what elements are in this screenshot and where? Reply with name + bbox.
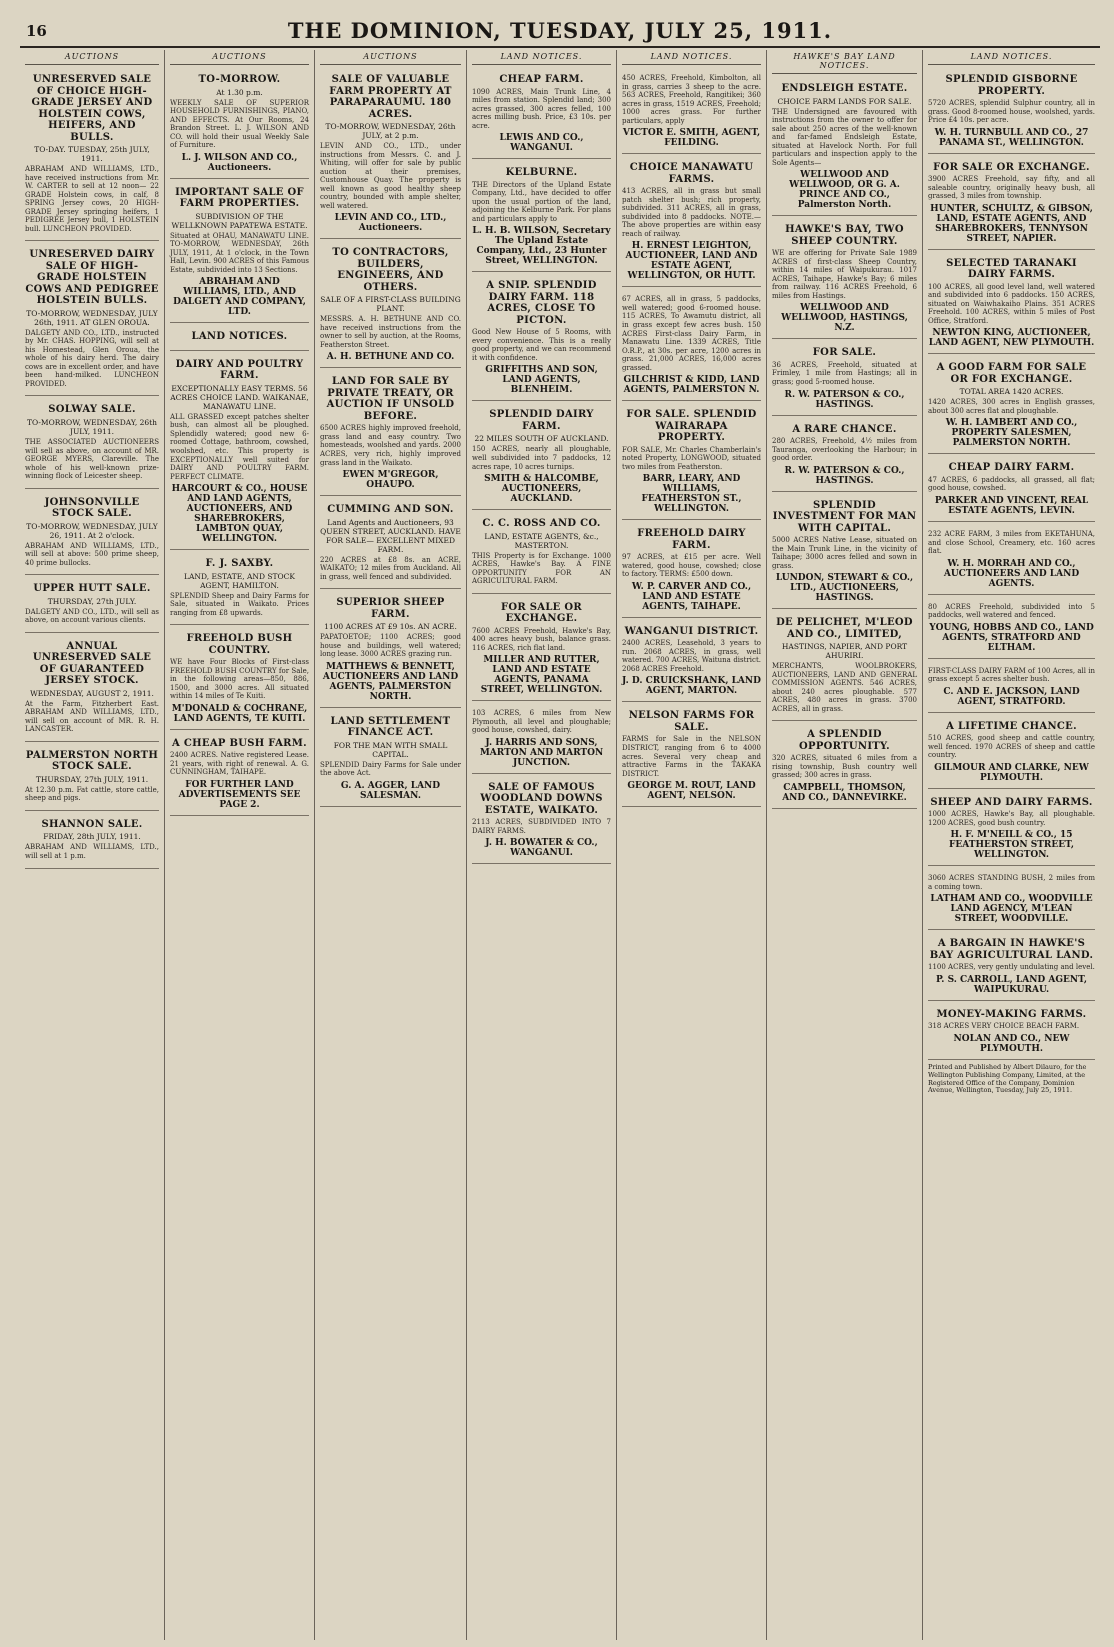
advertisement — [622, 404, 761, 520]
ad-signature: G. A. AGGER, LAND SALESMAN. — [340, 780, 441, 801]
ad-body: 510 ACRES, good sheep and cattle country, well fenced. 1970 ACRES of sheep and cattle country. — [928, 734, 1095, 760]
ad-signature: GILCHRIST & KIDD, LAND AGENTS, PALMERSTON N. — [623, 375, 760, 396]
ad-body: 67 ACRES, all in grass, 5 paddocks, well watered; good 6-roomed house. 115 ACRES, To Awamutu district, all in grass except few acres bush. 150 ACRES First-class Dairy Farm, in Manawatu Line. 1339 ACRES, Title O.R.P., at 30s. per acre, 1200 acres in grass. 21,000 ACRES, 16,000 acres grassed. — [622, 295, 761, 372]
ad-title: SPLENDID DAIRY FARM. — [489, 409, 594, 432]
ad-title: A SPLENDID OPPORTUNITY. — [799, 729, 890, 752]
ad-signature: C. AND E. JACKSON, LAND AGENT, STRATFORD. — [943, 686, 1080, 707]
ad-signature: P. S. CARROLL, LAND AGENT, WAIPUKURAU. — [936, 974, 1087, 995]
ad-body: 1420 ACRES, 300 acres in English grasses, about 300 acres flat and ploughable. — [928, 398, 1095, 415]
ad-body: 7600 ACRES Freehold, Hawke's Bay, 400 acres heavy bush, balance grass. 116 ACRES, rich flat land. — [472, 626, 611, 652]
column-4 — [467, 50, 617, 1640]
ad-subtitle: FOR THE MAN WITH SMALL CAPITAL. — [333, 740, 448, 759]
ad-signature: GEORGE M. ROUT, LAND AGENT, NELSON. — [627, 781, 756, 802]
ad-body: 1090 ACRES, Main Trunk Line, 4 miles from station. Splendid land; 300 acres grassed, 300 acres felled, 100 acres milling bush. Price, £3 10s. per acre. — [472, 87, 611, 130]
ad-signature: LEVIN AND CO., LTD., Auctioneers. — [334, 213, 447, 234]
ad-body: 232 ACRE FARM, 3 miles from EKETAHUNA, and close School, Creamery, etc. 160 acres flat. — [928, 529, 1095, 556]
ad-title: TO-MORROW. — [198, 74, 281, 85]
ad-subtitle: EXCEPTIONALLY EASY TERMS. 56 ACRES CHOICE LAND. WAIKANAE, MANAWATU LINE. — [170, 383, 309, 411]
ad-subtitle: TO-MORROW, WEDNESDAY, 26th JULY, at 2 p.m. — [325, 122, 456, 140]
ad-signature: J. H. BOWATER & CO., WANGANUI. — [485, 838, 598, 859]
ad-body: 2400 ACRES, Leasehold, 3 years to run. 2068 ACRES, in grass, well watered. 700 ACRES, Waituna district. 2068 ACRES Freehold. — [622, 639, 761, 673]
ad-body: LEVIN AND CO., LTD., under instructions from Messrs. C. and J. Whiting, will offer for sale by public auction at their premises, Customhouse Quay. The property is well known as good healthy sheep country, bounded with ample shelter, well watered. — [320, 142, 461, 210]
ad-title: DAIRY AND POULTRY FARM. — [175, 358, 304, 382]
advertisement — [25, 69, 159, 241]
ad-subtitle: TO-MORROW, WEDNESDAY, JULY 26th, 1911. AT GLEN OROUA. — [26, 308, 158, 327]
advertisement — [928, 157, 1095, 250]
advertisement — [170, 354, 309, 550]
ad-body: ALL GRASSED except patches shelter bush, can almost all be ploughed. Splendidly watered; good new 6-roomed Cottage, bathroom, cowshed, woolshed, etc. This property is EXCEPTIONALLY well suited for DAIRY AND POULTRY FARM. PERFECT CLIMATE. — [170, 412, 309, 481]
ad-signature: MATTHEWS & BENNETT, AUCTIONEERS AND LAND AGENTS, PALMERSTON NORTH. — [322, 661, 459, 702]
ad-title: UNRESERVED SALE OF CHOICE HIGH-GRADE JERSEY AND HOLSTEIN COWS, HEIFERS, AND BULLS. — [31, 74, 153, 143]
ad-signature: W. H. LAMBERT AND CO., PROPERTY SALESMEN, PALMERSTON NORTH. — [945, 418, 1078, 449]
ad-subtitle: FRIDAY, 28th JULY, 1911. — [43, 832, 141, 842]
ad-signature: W. H. TURNBULL AND CO., 27 PANAMA ST., WELLINGTON. — [934, 127, 1089, 148]
ad-title: SHEEP AND DAIRY FARMS. — [930, 796, 1093, 808]
ad-title: LAND SETTLEMENT FINANCE ACT. — [330, 715, 451, 739]
ad-title: IMPORTANT SALE OF FARM PROPERTIES. — [175, 186, 304, 210]
ad-body: SPLENDID Sheep and Dairy Farms for Sale, situated in Waikato. Prices ranging from £8 upwards. — [170, 591, 309, 617]
newspaper-title: THE DOMINION, TUESDAY, JULY 25, 1911. — [287, 18, 833, 43]
column-2 — [165, 50, 315, 1640]
ad-body: 413 ACRES, all in grass but small patch shelter bush; rich property, subdivided. 311 ACRES, all in grass, subdivided into 8 paddocks. NOTE.—The above properties are within easy reach of railway. — [622, 187, 761, 238]
advertisement — [320, 242, 461, 368]
ad-title: FOR SALE. — [812, 347, 877, 359]
advertisement — [772, 724, 917, 809]
ad-body: 6500 ACRES highly improved freehold, grass land and easy country. Two homesteads, woolshed and yards. 2000 ACRES, very rich, highly improved grass land in the Waikato. — [320, 424, 461, 467]
ad-subtitle: SALE OF A FIRST-CLASS BUILDING PLANT. — [320, 295, 461, 314]
advertisement — [170, 182, 309, 324]
advertisement — [928, 716, 1095, 789]
advertisement — [928, 933, 1095, 1001]
ad-body: Good New House of 5 Rooms, with every convenience. This is a really good property, and we can recommend it with confidence. — [472, 328, 611, 362]
ad-title: SUPERIOR SHEEP FARM. — [336, 597, 445, 620]
column-heading: LAND NOTICES. — [622, 50, 761, 65]
ad-title: CHEAP FARM. — [499, 74, 584, 85]
advertisement — [25, 636, 159, 742]
ad-body: THIS Property is for Exchange. 1000 ACRES, Hawke's Bay. A FINE OPPORTUNITY FOR AN AGRICULTURAL FARM. — [472, 551, 611, 586]
ad-body: 320 ACRES, situated 6 miles from a rising township, Bush country well grassed; 300 acres in grass. — [772, 754, 917, 780]
ad-signature: HARCOURT & CO., HOUSE AND LAND AGENTS, AUCTIONEERS, AND SHAREBROKERS, LAMBTON QUAY, WELLINGTON. — [171, 484, 308, 545]
ad-title: NELSON FARMS FOR SALE. — [628, 710, 755, 733]
ad-signature: ABRAHAM AND WILLIAMS, LTD., AND DALGETY AND COMPANY, LTD. — [173, 277, 306, 318]
advertisement — [928, 662, 1095, 713]
ad-signature: MILLER AND RUTTER, LAND AND ESTATE AGENTS, PANAMA STREET, WELLINGTON. — [480, 655, 603, 696]
ad-subtitle: TO-MORROW, WEDNESDAY, JULY 26, 1911. At 2 o'clock. — [26, 521, 158, 540]
ad-body: 3900 ACRES Freehold, say fifty, and all saleable country, originally heavy bush, all grassed, 3 miles from township. — [928, 175, 1095, 201]
ad-body: WE are offering for Private Sale 1989 ACRES of first-class Sheep Country, within 14 miles of Waipukurau. 1017 ACRES, Taihape, Hawke's Bay; 6 miles from railway. 116 ACRES Freehold, 6 miles from Hastings. — [772, 249, 917, 300]
ad-title: CHEAP DAIRY FARM. — [948, 462, 1075, 474]
advertisement — [320, 499, 461, 589]
ad-subtitle: LAND, ESTATE AGENTS, &c., MASTERTON. — [484, 531, 599, 550]
ad-title: FREEHOLD DAIRY FARM. — [637, 528, 746, 551]
ad-title: MONEY-MAKING FARMS. — [936, 1008, 1087, 1020]
ad-signature: PARKER AND VINCENT, REAL ESTATE AGENTS, LEVIN. — [934, 495, 1089, 516]
ad-body: DALGETY AND CO., LTD., instructed by Mr. CHAS. HOPPING, will sell at his Homestead, Glen Oroua, the whole of his dairy herd. The dairy cows are in excellent order, and have been hand-milked. LUNCHEON PROVIDED. — [25, 328, 159, 388]
ad-title: PALMERSTON NORTH STOCK SALE. — [25, 749, 159, 773]
ad-body: 3060 ACRES STANDING BUSH, 2 miles from a coming town. — [928, 874, 1095, 891]
ad-body: 220 ACRES at £8 8s. an ACRE, WAIKATO; 12 miles from Auckland. All in grass, well fenced and subdivided. — [320, 555, 461, 581]
ad-signature: J. HARRIS AND SONS, MARTON AND MARTON JUNCTION. — [479, 737, 604, 768]
ad-signature: W. P. CARVER AND CO., LAND AND ESTATE AGENTS, TAIHAPE. — [631, 581, 752, 612]
ad-title: ANNUAL UNRESERVED SALE OF GUARANTEED JERSEY STOCK. — [32, 640, 152, 687]
advertisement — [928, 792, 1095, 867]
ad-title: DE PELICHET, M'LEOD AND CO., LIMITED, — [776, 617, 913, 640]
page-number: 16 — [26, 22, 47, 40]
ad-signature: YOUNG, HOBBS AND CO., LAND AGENTS, STRATFORD AND ELTHAM. — [929, 622, 1094, 653]
ad-body: 5720 ACRES, splendid Sulphur country, all in grass. Good 8-roomed house, woolshed, yards. Price £4 10s. per acre. — [928, 99, 1095, 125]
advertisement — [170, 733, 309, 816]
ad-body: ABRAHAM AND WILLIAMS, LTD., have received instructions from Mr. W. CARTER to sell at 12 noon— 22 GRADE Holstein cows, in calf, 8 SPRING Jersey cows, 20 HIGH-GRADE Jersey springing heifers, 1 PEDIGREE Jersey bull, 1 HOLSTEIN bull. LUNCHEON PROVIDED. — [25, 165, 159, 233]
ad-signature: GILMOUR AND CLARKE, NEW PLYMOUTH. — [934, 762, 1089, 783]
ad-body: 2113 ACRES, SUBDIVIDED INTO 7 DAIRY FARMS. — [472, 818, 611, 835]
advertisement — [320, 371, 461, 496]
ad-body: 80 ACRES Freehold, subdivided into 5 paddocks, well watered and fenced. — [928, 602, 1095, 620]
ad-subtitle: TO-DAY. TUESDAY, 25th JULY, 1911. — [34, 145, 150, 163]
ad-signature: FOR FURTHER LAND ADVERTISEMENTS SEE PAGE 2. — [178, 779, 301, 810]
advertisement — [25, 492, 159, 576]
column-6 — [767, 50, 923, 1640]
advertisement — [472, 704, 611, 774]
ad-subtitle: TO-MORROW, WEDNESDAY, 26th JULY, 1911. — [26, 417, 158, 436]
ad-title: SALE OF FAMOUS WOODLAND DOWNS ESTATE, WAIKATO. — [480, 781, 603, 816]
ad-title: SPLENDID GISBORNE PROPERTY. — [945, 74, 1078, 97]
ad-title: SOLWAY SALE. — [48, 404, 136, 416]
ad-signature: W. H. MORRAH AND CO., AUCTIONEERS AND LAND AGENTS. — [943, 558, 1080, 589]
ad-subtitle: WEDNESDAY, AUGUST 2, 1911. — [30, 688, 154, 698]
ad-subtitle: CHOICE FARM LANDS FOR SALE. — [777, 96, 912, 106]
ad-title: LAND NOTICES. — [191, 331, 288, 343]
ad-subtitle: HASTINGS, NAPIER, AND PORT AHURIRI. — [781, 642, 908, 661]
ad-signature: J. D. CRUICKSHANK, LAND AGENT, MARTON. — [622, 676, 761, 697]
advertisement — [622, 621, 761, 703]
ad-body: THE ASSOCIATED AUCTIONEERS will sell as above, on account of MR. GEORGE MYERS, Clareville. The whole of his well-known prize-winning flock of Leicester sheep. — [25, 437, 159, 481]
ad-title: UPPER HUTT SALE. — [33, 583, 151, 595]
ad-title: A GOOD FARM FOR SALE OR FOR EXCHANGE. — [936, 362, 1087, 385]
ad-signature: WELLWOOD AND WELLWOOD, OR G. A. PRINCE AND CO., Palmerston North. — [789, 170, 900, 211]
ad-body: At the Farm, Fitzherbert East. ABRAHAM AND WILLIAMS, LTD., will sell on account of MR. R. H. LANCASTER. — [25, 699, 159, 734]
ad-title: UNRESERVED DAIRY SALE OF HIGH-GRADE HOLSTEIN COWS AND PEDIGREE HOLSTEIN BULLS. — [25, 249, 159, 307]
ad-subtitle: 22 MILES SOUTH OF AUCKLAND. — [474, 434, 609, 444]
ad-subtitle: TOTAL AREA 1420 ACRES. — [959, 387, 1064, 397]
ad-signature: L. H. B. WILSON, Secretary The Upland Estate Company, Ltd., 23 Hunter Street, WELLINGTON. — [472, 226, 611, 267]
ad-body: 5000 ACRES Native Lease, situated on the Main Trunk Line, in the vicinity of Taihape; 3000 acres felled and sown in grass. — [772, 536, 917, 570]
column-heading: LAND NOTICES. — [928, 50, 1095, 65]
advertisement — [772, 612, 917, 721]
ad-body: 150 ACRES, nearly all ploughable, well subdivided into 7 paddocks, 12 acres rape, 10 acres turnips. — [472, 445, 611, 471]
ad-signature: H. ERNEST LEIGHTON, AUCTIONEER, LAND AND ESTATE AGENT, WELLINGTON, OR HUTT. — [625, 241, 758, 282]
ad-title: JOHNSONVILLE STOCK SALE. — [44, 496, 140, 520]
ad-title: A SNIP. SPLENDID DAIRY FARM. 118 ACRES, CLOSE TO PICTON. — [486, 280, 597, 326]
columns-container — [20, 50, 1100, 1640]
ad-signature: R. W. PATERSON & CO., HASTINGS. — [784, 465, 905, 486]
advertisement — [928, 253, 1095, 355]
ad-signature: HUNTER, SCHULTZ, & GIBSON, LAND, ESTATE AGENTS, AND SHAREBROKERS, TENNYSON STREET, NAPIER. — [930, 203, 1093, 244]
advertisement — [170, 326, 309, 351]
ad-body: PAPATOETOE; 1100 ACRES; good house and buildings, well watered; long lease. 3000 ACRES grazing run. — [320, 633, 461, 659]
ad-body: WEEKLY SALE OF SUPERIOR HOUSEHOLD FURNISHINGS, PIANO, AND EFFECTS. At Our Rooms, 24 Brandon Street. L. J. WILSON AND CO. will hold their usual Weekly Sale of Furniture. — [170, 98, 309, 150]
ad-body: 280 ACRES, Freehold, 4½ miles from Tauranga, overlooking the Harbour; in good order. — [772, 437, 917, 463]
ad-body: FARMS for Sale in the NELSON DISTRICT, ranging from 6 to 4000 acres. Several very cheap and attractive Farms in the TAKAKA DISTRICT. — [622, 735, 761, 778]
ad-title: SHANNON SALE. — [41, 818, 143, 830]
ad-body: 100 ACRES, all good level land, well watered and subdivided into 6 paddocks. 150 ACRES, situated on Waiwhakaiho Plains. 351 ACRES Freehold. 100 ACRES, within 5 miles of Post Office, Stratford. — [928, 282, 1095, 325]
ad-body: 1100 ACRES, very gently undulating and level. — [928, 963, 1095, 972]
ad-body: FIRST-CLASS DAIRY FARM of 100 Acres, all in grass except 5 acres shelter bush. — [928, 666, 1095, 684]
advertisement — [320, 69, 461, 239]
advertisement — [472, 597, 611, 702]
ad-subtitle: THURSDAY, 27th JULY. — [47, 596, 137, 606]
ad-title: SELECTED TARANAKI DAIRY FARMS. — [946, 257, 1077, 281]
advertisement — [622, 157, 761, 287]
advertisement — [320, 592, 461, 708]
column-heading: HAWKE'S BAY LAND NOTICES. — [772, 50, 917, 74]
ad-body: MESSRS. A. H. BETHUNE AND CO. have received instructions from the owner to sell by auction, at the Rooms, Featherston Street. — [320, 315, 461, 349]
advertisement — [170, 69, 309, 179]
advertisement — [472, 162, 611, 272]
imprint-footer: Printed and Published by Albert Dilauro, for the Wellington Publishing Company, Limited, at the Registered Office of the Company, Dominion Avenue, Wellington, Tuesday, July 25, 1911. — [928, 1062, 1087, 1095]
column-heading: AUCTIONS — [320, 50, 461, 65]
ad-title: HAWKE'S BAY, TWO SHEEP COUNTRY. — [785, 224, 904, 247]
ad-title: A LIFETIME CHANCE. — [946, 720, 1077, 732]
ad-title: SPLENDID INVESTMENT FOR MAN WITH CAPITAL. — [772, 499, 917, 534]
ad-body: DALGETY AND CO., LTD., will sell as above, on account various clients. — [25, 607, 159, 625]
ad-signature: WELLWOOD AND WELLWOOD, HASTINGS, N.Z. — [781, 303, 908, 334]
advertisement — [772, 495, 917, 610]
ad-signature: CAMPBELL, THOMSON, AND CO., DANNEVIRKE. — [782, 783, 907, 803]
advertisement — [170, 553, 309, 625]
ad-signature: SMITH & HALCOMBE, AUCTIONEERS, AUCKLAND. — [484, 474, 599, 505]
ad-body: At 12.30 p.m. Fat cattle, store cattle, sheep and pigs. — [25, 785, 159, 803]
ad-body: SPLENDID Dairy Farms for Sale under the above Act. — [320, 760, 461, 778]
ad-title: CUMMING AND SON. — [327, 504, 454, 516]
ad-body: ABRAHAM AND WILLIAMS, LTD., will sell at above: 500 prime sheep, 40 prime bullocks. — [25, 541, 159, 567]
ad-title: KELBURNE. — [505, 167, 578, 179]
ad-title: LAND FOR SALE BY PRIVATE TREATY, OR AUCTION IF UNSOLD BEFORE. — [326, 376, 455, 422]
ad-title: A RARE CHANCE. — [792, 423, 897, 435]
ad-body: Situated at OHAU, MANAWATU LINE. TO-MORROW, WEDNESDAY, 26th JULY, 1911, At 1 o'clock, in the Town Hall, Levin. 900 ACRES of this Famous Estate, subdivided into 13 Sections. — [170, 231, 309, 274]
column-heading: AUCTIONS — [25, 50, 159, 65]
ad-signature: LATHAM AND CO., WOODVILLE LAND AGENCY, M'LEAN STREET, WOODVILLE. — [930, 894, 1093, 925]
ad-subtitle: THURSDAY, 27th JULY, 1911. — [35, 774, 149, 784]
ad-body: 450 ACRES, Freehold, Kimbolton, all in grass, carries 3 sheep to the acre. 563 ACRES, Freehold, Rangitikei; 360 acres in grass, 1519 ACRES, Freehold; 1000 acres grass. For further particulars, apply — [622, 74, 761, 125]
ad-signature: VICTOR E. SMITH, AGENT, FEILDING. — [622, 128, 761, 149]
advertisement — [472, 777, 611, 865]
advertisement — [25, 244, 159, 396]
masthead — [20, 18, 1100, 48]
advertisement — [928, 69, 1095, 154]
ad-title: FREEHOLD BUSH COUNTRY. — [186, 633, 293, 656]
ad-body: 2400 ACRES. Native registered Lease. 21 years, with right of renewal. A. G. CUNNINGHAM, TAIHAPE. — [170, 751, 309, 777]
ad-title: A CHEAP BUSH FARM. — [172, 737, 307, 749]
column-3 — [315, 50, 467, 1640]
ad-signature: BARR, LEARY, AND WILLIAMS, FEATHERSTON ST., WELLINGTON. — [641, 474, 742, 515]
ad-title: WANGANUI DISTRICT. — [624, 625, 759, 637]
ad-body: 1000 ACRES, Hawke's Bay, all ploughable. 1200 ACRES, good bush country. — [928, 810, 1095, 827]
ad-signature: EWEN M'GREGOR, OHAUPO. — [342, 470, 439, 491]
ad-body: THE Directors of the Upland Estate Company, Ltd., have decided to offer upon the usual portion of the land, adjoining the Kelburne Park. For plans and particulars apply to — [472, 180, 611, 223]
ad-subtitle: LAND, ESTATE, AND STOCK AGENT, HAMILTON. — [184, 571, 295, 590]
ad-signature: H. F. M'NEILL & CO., 15 FEATHERSTON STREET, WELLINGTON. — [949, 830, 1074, 861]
advertisement — [170, 628, 309, 730]
advertisement — [928, 357, 1095, 454]
advertisement — [472, 513, 611, 594]
ad-body: 103 ACRES, 6 miles from New Plymouth, all level and ploughable; good house, cowshed, dairy. — [472, 709, 611, 735]
advertisement — [928, 869, 1095, 930]
advertisement — [472, 404, 611, 510]
ad-title: FOR SALE OR EXCHANGE. — [500, 601, 583, 625]
ad-signature: LUNDON, STEWART & CO., LTD., AUCTIONEERS, HASTINGS. — [775, 573, 914, 604]
ad-body: ABRAHAM AND WILLIAMS, LTD., will sell at 1 p.m. — [25, 843, 159, 860]
ad-signature: LEWIS AND CO., WANGANUI. — [499, 133, 584, 154]
ad-title: F. J. SAXBY. — [205, 558, 274, 570]
ad-title: TO CONTRACTORS, BUILDERS, ENGINEERS, AND OTHERS. — [332, 247, 449, 293]
ad-signature: NOLAN AND CO., NEW PLYMOUTH. — [953, 1033, 1070, 1054]
ad-title: C. C. ROSS AND CO. — [482, 518, 601, 530]
ad-title: A BARGAIN IN HAWKE'S BAY AGRICULTURAL LAND. — [929, 938, 1094, 961]
advertisement — [25, 745, 159, 811]
ad-subtitle: Land Agents and Auctioneers, 93 QUEEN STREET, AUCKLAND. HAVE FOR SALE— EXCELLENT MIXED FARM. — [320, 517, 461, 554]
ad-title: SALE OF VALUABLE FARM PROPERTY AT PARAPARAUMU. 180 ACRES. — [329, 74, 452, 120]
advertisement — [622, 705, 761, 807]
advertisement — [772, 419, 917, 492]
advertisement — [622, 69, 761, 154]
ad-body: THE Undersigned are favoured with instructions from the owner to offer for sale about 250 acres of the well-known and far-famed Endsleigh Estate, situated at Havelock North. For full particulars and inspection apply to the Sole Agents— — [772, 107, 917, 167]
column-7 — [923, 50, 1100, 1640]
column-heading: LAND NOTICES. — [472, 50, 611, 65]
ad-subtitle: SUBDIVISION OF THE WELLKNOWN PAPATEWA ESTATE. — [171, 211, 308, 230]
ad-title: FOR SALE OR EXCHANGE. — [933, 161, 1090, 173]
ad-title: CHOICE MANAWATU FARMS. — [629, 162, 754, 185]
ad-subtitle: 1100 ACRES AT £9 10s. AN ACRE. — [324, 622, 457, 632]
ad-body: 36 ACRES, Freehold, situated at Frimley, 1 mile from Hastings; all in grass; good 5-roomed house. — [772, 360, 917, 386]
advertisement — [25, 399, 159, 488]
advertisement — [622, 290, 761, 401]
advertisement — [472, 275, 611, 401]
ad-signature: A. H. BETHUNE AND CO. — [326, 352, 455, 363]
ad-signature: R. W. PATERSON & CO., HASTINGS. — [784, 389, 905, 410]
advertisement — [928, 1004, 1095, 1060]
advertisement — [472, 69, 611, 159]
advertisement — [928, 598, 1095, 659]
ad-signature: L. J. WILSON AND CO., Auctioneers. — [181, 152, 298, 173]
advertisement — [622, 523, 761, 618]
advertisement — [772, 342, 917, 415]
advertisement — [928, 525, 1095, 595]
column-5 — [617, 50, 767, 1640]
ad-title: ENDSLEIGH ESTATE. — [781, 83, 908, 94]
advertisement — [772, 219, 917, 339]
ad-title: FOR SALE. SPLENDID WAIRARAPA PROPERTY. — [626, 409, 757, 444]
advertisement — [772, 78, 917, 216]
ad-signature: NEWTON KING, AUCTIONEER, LAND AGENT, NEW PLYMOUTH. — [928, 328, 1095, 349]
ad-signature: GRIFFITHS AND SON, LAND AGENTS, BLENHEIM. — [485, 365, 598, 396]
advertisement — [928, 457, 1095, 522]
column-1 — [20, 50, 165, 1640]
column-heading: AUCTIONS — [170, 50, 309, 65]
advertisement — [320, 711, 461, 807]
ad-body: 47 ACRES, 6 paddocks, all grassed, all flat; good house, cowshed. — [928, 475, 1095, 493]
ad-body: FOR SALE, Mr. Charles Chamberlain's noted Property, LONGWOOD, situated two miles from Featherston. — [622, 445, 761, 471]
ad-subtitle: At 1.30 p.m. — [216, 87, 263, 97]
advertisement — [25, 814, 159, 869]
ad-body: MERCHANTS, WOOLBROKERS, AUCTIONEERS, LAND AND GENERAL COMMISSION AGENTS. 546 ACRES, about 240 acres ploughable. 577 ACRES, 480 acres in grass. 3700 ACRES, all in grass. — [772, 662, 917, 713]
ad-body: 97 ACRES, at £15 per acre. Well watered, good house, cowshed; close to factory. TERMS: £500 down. — [622, 553, 761, 579]
ad-signature: M'DONALD & COCHRANE, LAND AGENTS, TE KUITI. — [171, 703, 308, 724]
advertisement — [25, 578, 159, 633]
ad-body: 318 ACRES VERY CHOICE BEACH FARM. — [928, 1022, 1080, 1031]
ad-body: WE have Four Blocks of First-class FREEHOLD BUSH COUNTRY for Sale, in the following areas—850, 886, 1500, and 3000 acres. All situated within 14 miles of Te Kuiti. — [170, 658, 309, 701]
